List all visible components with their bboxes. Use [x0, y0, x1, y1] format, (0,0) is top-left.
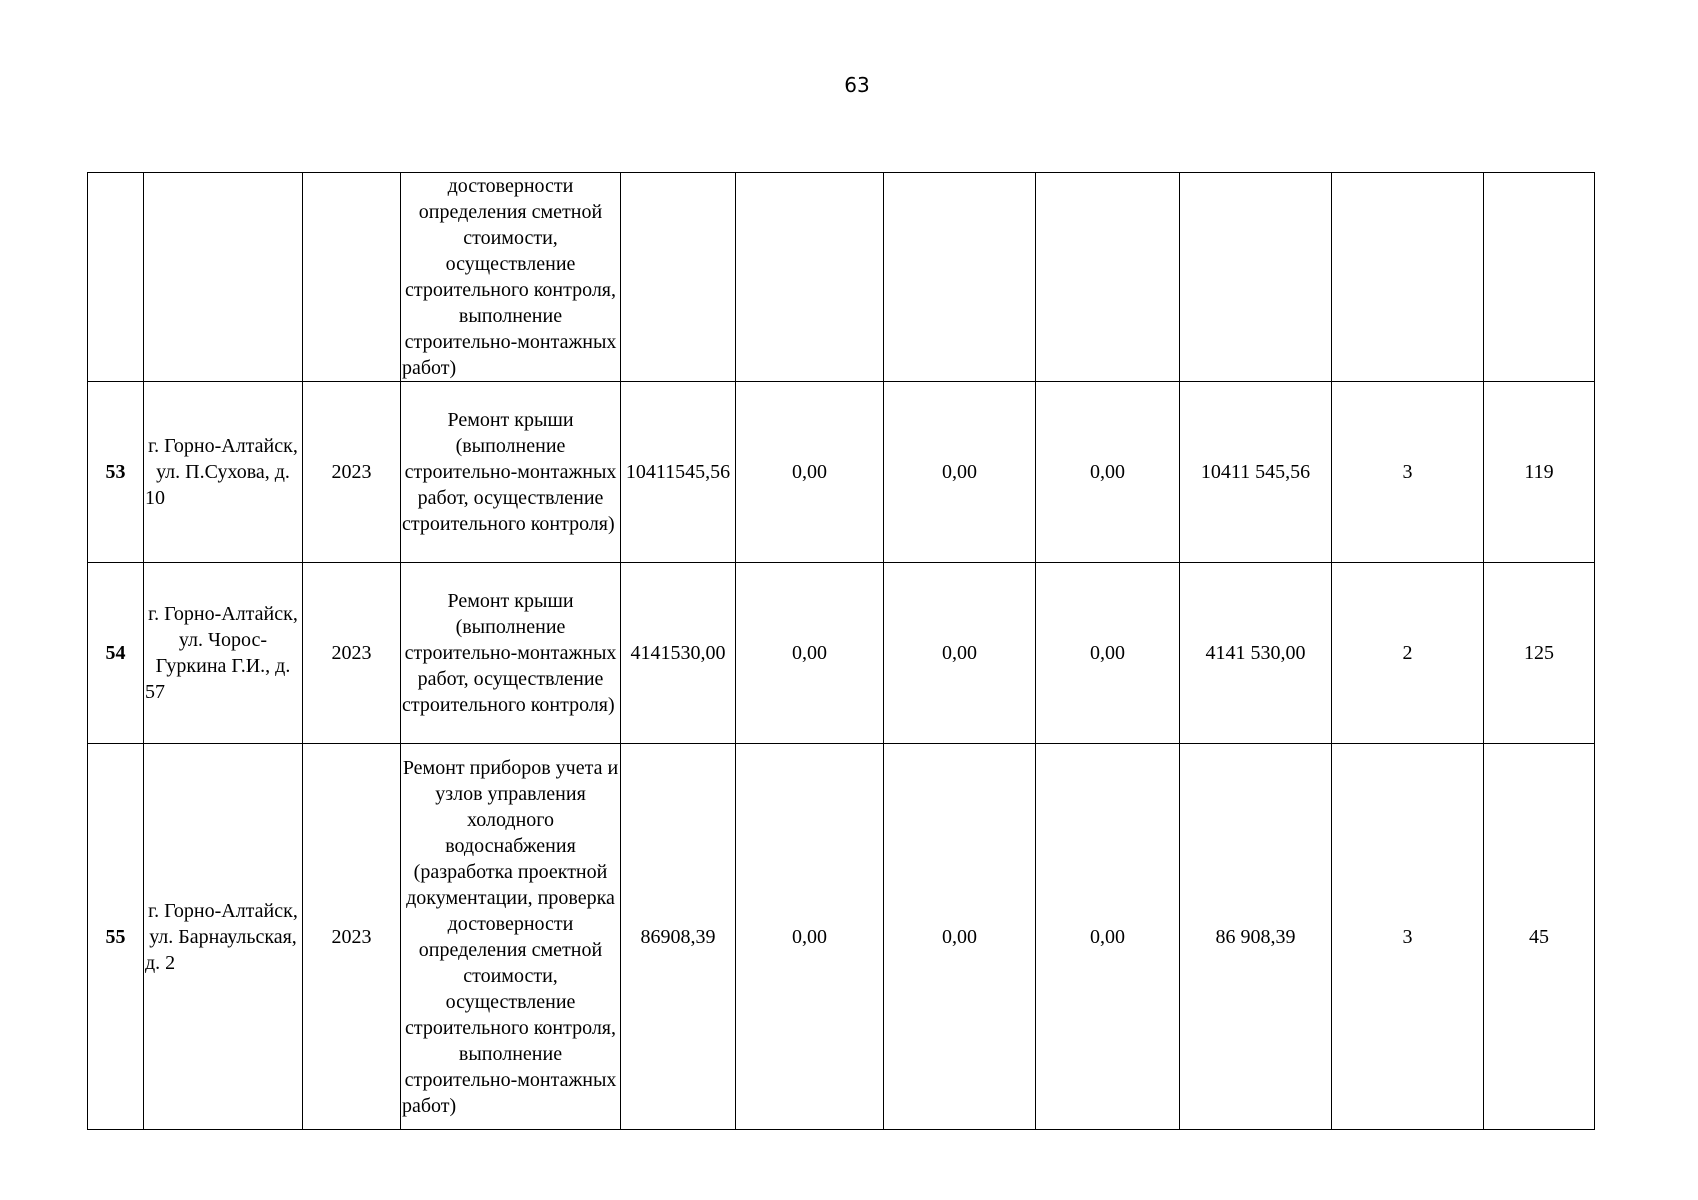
total-cost-cell: 10411545,56 [621, 382, 736, 563]
fund-cell-2 [884, 173, 1036, 382]
fund-cell-3: 0,00 [1036, 744, 1180, 1130]
fund-cell-5: 3 [1332, 744, 1484, 1130]
fund-cell-6: 119 [1484, 382, 1595, 563]
year-cell: 2023 [303, 382, 401, 563]
fund-cell-2: 0,00 [884, 563, 1036, 744]
address-cell [144, 173, 303, 382]
table-row [88, 173, 1595, 382]
fund-cell-5 [1332, 173, 1484, 382]
fund-cell-1: 0,00 [736, 382, 884, 563]
table-row [88, 382, 1595, 563]
work-description-cell: Ремонт крыши (выполнение строительно-монтажных работ, осуществление строительного контроля) [401, 382, 621, 563]
fund-cell-6: 125 [1484, 563, 1595, 744]
year-cell: 2023 [303, 744, 401, 1130]
year-cell [303, 173, 401, 382]
work-description-cell: Ремонт приборов учета и узлов управления холодного водоснабжения (разработка проектной документации, проверка достоверности определения сметной стоимости, осуществление строительного контроля, выполнение строительно-монтажных работ) [401, 744, 621, 1130]
fund-cell-5: 2 [1332, 563, 1484, 744]
fund-cell-4 [1180, 173, 1332, 382]
fund-cell-6 [1484, 173, 1595, 382]
table-row [88, 744, 1595, 1130]
year-cell: 2023 [303, 563, 401, 744]
total-cost-cell: 86908,39 [621, 744, 736, 1130]
address-cell: г. Горно-Алтайск, ул. Чорос-Гуркина Г.И., д. 57 [144, 563, 303, 744]
total-cost-cell: 4141530,00 [621, 563, 736, 744]
fund-cell-3: 0,00 [1036, 382, 1180, 563]
work-description-cell: Ремонт крыши (выполнение строительно-монтажных работ, осуществление строительного контроля) [401, 563, 621, 744]
table-row [88, 563, 1595, 744]
fund-cell-1: 0,00 [736, 563, 884, 744]
fund-cell-4: 4141 530,00 [1180, 563, 1332, 744]
row-number: 53 [88, 382, 144, 563]
fund-cell-4: 86 908,39 [1180, 744, 1332, 1130]
row-number [88, 173, 144, 382]
row-number: 55 [88, 744, 144, 1130]
fund-cell-4: 10411 545,56 [1180, 382, 1332, 563]
fund-cell-2: 0,00 [884, 382, 1036, 563]
fund-cell-1: 0,00 [736, 744, 884, 1130]
fund-cell-5: 3 [1332, 382, 1484, 563]
repair-program-table [87, 172, 1595, 1130]
fund-cell-3 [1036, 173, 1180, 382]
address-cell: г. Горно-Алтайск, ул. П.Сухова, д. 10 [144, 382, 303, 563]
fund-cell-2: 0,00 [884, 744, 1036, 1130]
fund-cell-6: 45 [1484, 744, 1595, 1130]
fund-cell-3: 0,00 [1036, 563, 1180, 744]
row-number: 54 [88, 563, 144, 744]
fund-cell-1 [736, 173, 884, 382]
work-description-cell: достоверности определения сметной стоимости, осуществление строительного контроля, выполнение строительно-монтажных работ) [401, 173, 621, 382]
total-cost-cell [621, 173, 736, 382]
page-number: 63 [844, 73, 870, 97]
address-cell: г. Горно-Алтайск, ул. Барнаульская, д. 2 [144, 744, 303, 1130]
